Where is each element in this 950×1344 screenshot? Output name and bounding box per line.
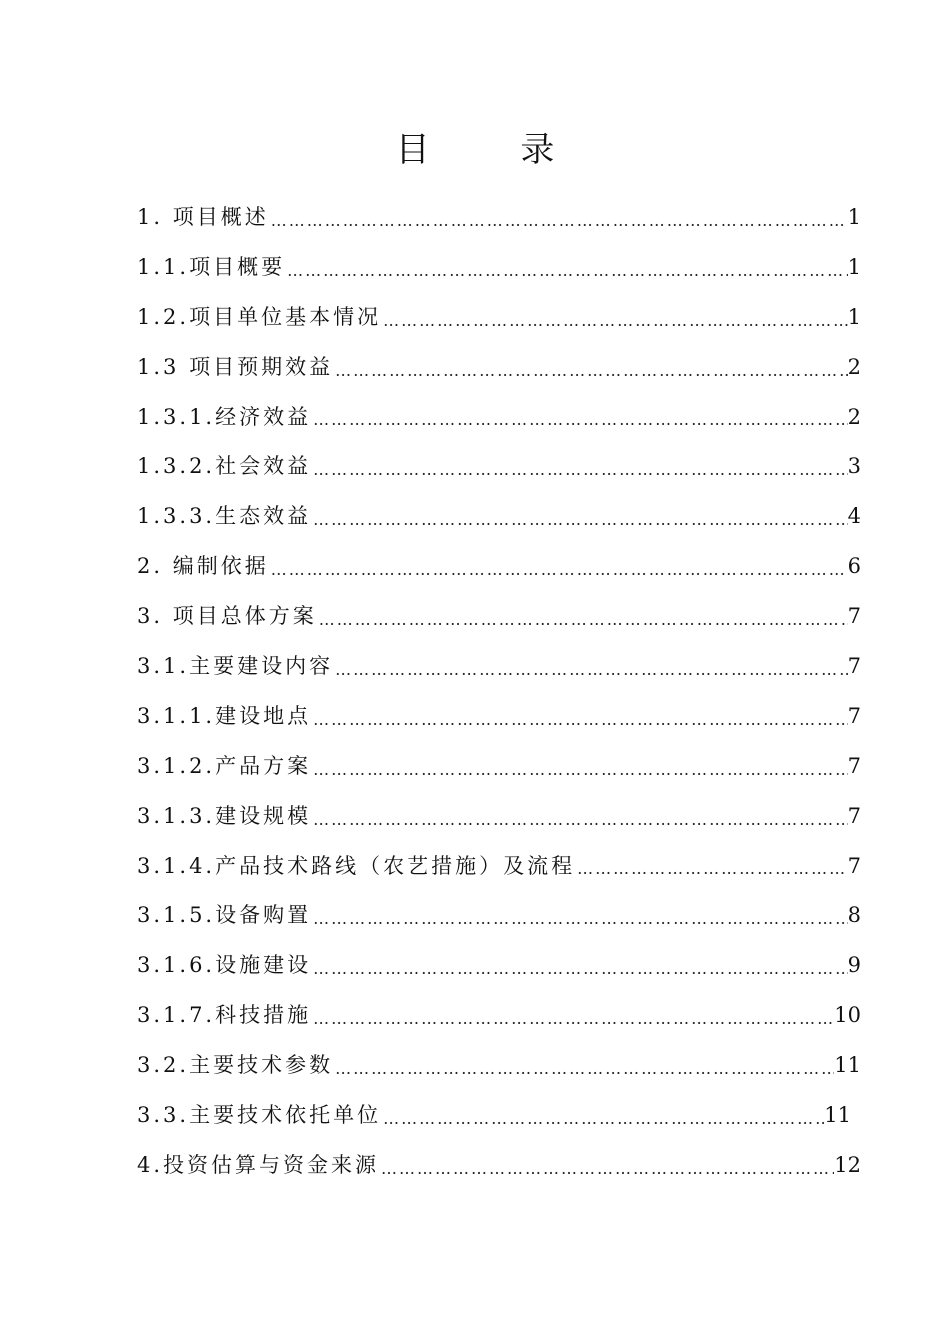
toc-entry-page: 9 — [847, 953, 861, 978]
toc-list — [137, 193, 861, 1191]
toc-entry-page: 7 — [847, 853, 861, 878]
toc-entry — [137, 1141, 861, 1191]
toc-leader-dots — [333, 349, 848, 393]
toc-leader-dots — [311, 498, 848, 542]
toc-entry — [137, 592, 861, 642]
toc-entry — [137, 343, 861, 393]
toc-entry — [137, 842, 861, 892]
toc-leader-dots — [311, 448, 848, 492]
toc-entry — [137, 742, 861, 792]
toc-leader-dots — [311, 398, 848, 442]
toc-entry-label: 3.3.主要技术依托单位 — [137, 1103, 382, 1128]
toc-leader-dots — [379, 1147, 834, 1191]
toc-entry-page: 11 — [824, 1103, 851, 1128]
toc-entry-label: 1.3.3.生态效益 — [137, 504, 312, 529]
toc-entry-page: 12 — [834, 1152, 861, 1177]
toc-leader-dots — [269, 548, 848, 592]
toc-entry-label: 3.1.2.产品方案 — [137, 753, 312, 778]
toc-leader-dots — [311, 798, 848, 842]
toc-leader-dots — [381, 1097, 824, 1141]
toc-entry — [137, 393, 861, 443]
toc-entry-page: 7 — [847, 803, 861, 828]
toc-leader-dots — [333, 1047, 834, 1091]
toc-entry — [137, 243, 861, 293]
toc-entry-label: 3.1.4.产品技术路线（农艺措施）及流程 — [137, 853, 576, 878]
toc-leader-dots — [311, 748, 848, 792]
toc-leader-dots — [575, 847, 848, 891]
toc-entry-page: 2 — [847, 354, 861, 379]
toc-entry — [137, 1091, 851, 1141]
toc-entry-page: 8 — [847, 903, 861, 928]
toc-entry — [137, 442, 861, 492]
toc-entry — [137, 891, 861, 941]
toc-entry-page: 7 — [847, 703, 861, 728]
toc-leader-dots — [269, 199, 848, 243]
toc-entry-label: 3. 项目总体方案 — [137, 604, 317, 629]
toc-entry-page: 4 — [847, 504, 861, 529]
toc-entry-label: 3.1.5.设备购置 — [137, 903, 312, 928]
toc-leader-dots — [311, 997, 834, 1041]
toc-entry-page: 3 — [847, 454, 861, 479]
toc-leader-dots — [311, 698, 848, 742]
toc-entry-label: 4.投资估算与资金来源 — [137, 1152, 380, 1177]
toc-entry-label: 3.1.3.建设规模 — [137, 803, 312, 828]
toc-leader-dots — [311, 897, 848, 941]
toc-entry — [137, 941, 861, 991]
toc-entry-label: 1.2.项目单位基本情况 — [137, 304, 382, 329]
toc-entry-page: 11 — [834, 1053, 861, 1078]
toc-entry-label: 3.1.1.建设地点 — [137, 703, 312, 728]
toc-entry-page: 1 — [847, 254, 861, 279]
toc-entry-label: 1.1.项目概要 — [137, 254, 286, 279]
toc-leader-dots — [285, 249, 848, 293]
toc-entry-page: 1 — [847, 304, 861, 329]
toc-leader-dots — [381, 299, 848, 343]
toc-leader-dots — [311, 947, 848, 991]
toc-entry — [137, 692, 861, 742]
toc-entry-label: 2. 编制依据 — [137, 554, 269, 579]
toc-entry-page: 2 — [847, 404, 861, 429]
toc-entry-page: 7 — [847, 654, 861, 678]
toc-entry-page: 1 — [847, 204, 861, 229]
toc-leader-dots — [317, 598, 848, 642]
toc-entry-label: 1.3.1.经济效益 — [137, 404, 312, 429]
toc-title: 目 录 — [395, 130, 595, 170]
toc-entry — [137, 792, 861, 842]
toc-entry-label: 3.1.主要建设内容 — [137, 654, 334, 678]
toc-entry-label: 1. 项目概述 — [137, 204, 269, 229]
toc-entry — [137, 1041, 861, 1091]
toc-entry-label: 3.1.6.设施建设 — [137, 953, 312, 978]
toc-entry — [137, 193, 861, 243]
toc-entry-label: 1.3.2.社会效益 — [137, 454, 312, 479]
toc-entry-page: 6 — [847, 554, 861, 579]
toc-entry — [137, 991, 861, 1041]
toc-entry-label: 3.2.主要技术参数 — [137, 1053, 334, 1078]
toc-entry — [137, 642, 861, 692]
toc-leader-dots — [333, 648, 848, 692]
toc-entry-label: 3.1.7.科技措施 — [137, 1003, 312, 1028]
toc-entry-page: 7 — [847, 753, 861, 778]
toc-entry-page: 7 — [847, 604, 861, 629]
toc-entry-page: 10 — [834, 1003, 861, 1028]
toc-entry — [137, 293, 861, 343]
toc-entry-label: 1.3 项目预期效益 — [137, 354, 334, 379]
toc-entry — [137, 542, 861, 592]
toc-entry — [137, 492, 861, 542]
